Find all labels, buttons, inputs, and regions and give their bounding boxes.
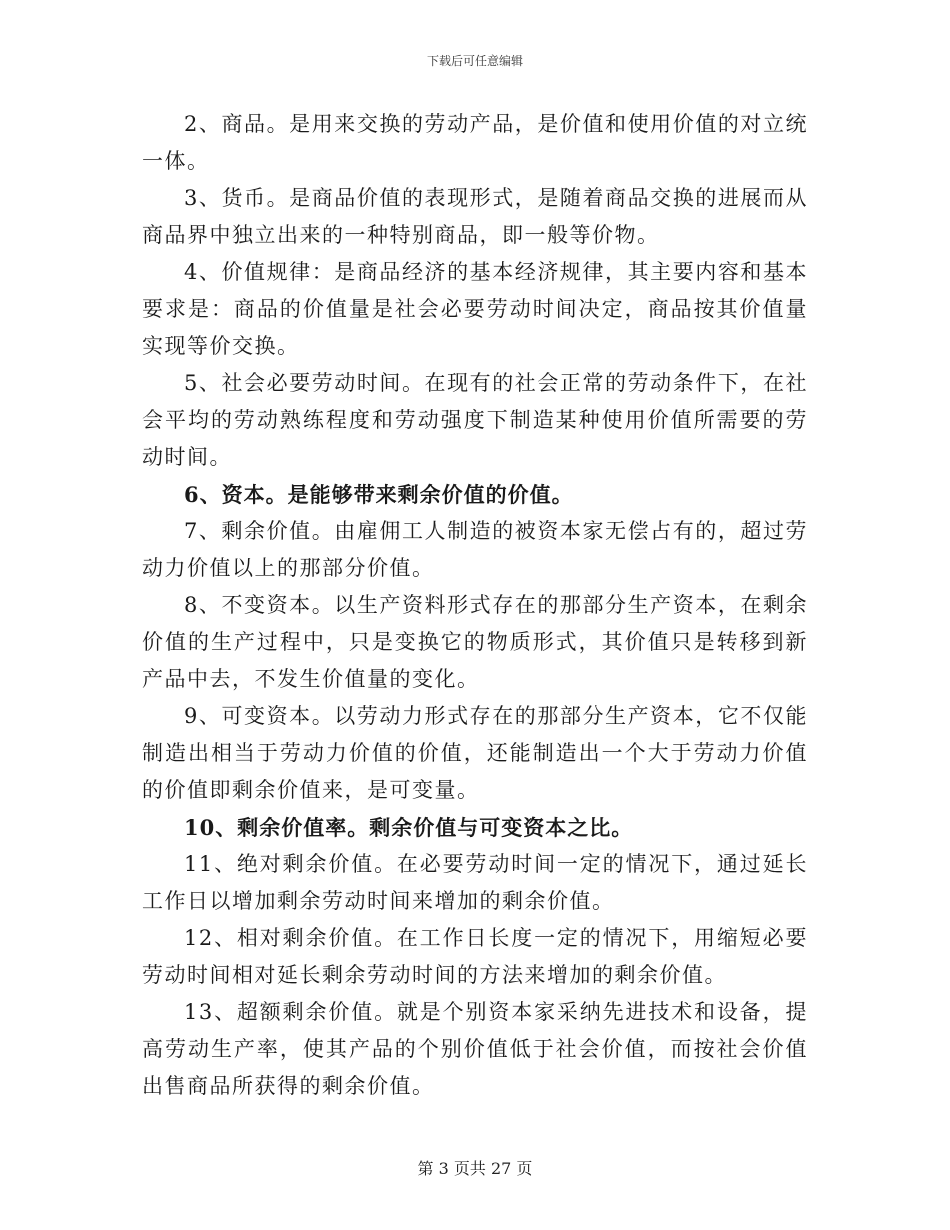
paragraph-commodity: 2、商品。是用来交换的劳动产品，是价值和使用价值的对立统一体。 — [142, 112, 808, 173]
paragraph-surplus-value: 7、剩余价值。由雇佣工人制造的被资本家无偿占有的，超过劳动力价值以上的那部分价值。 — [142, 519, 808, 580]
paragraph-absolute-surplus-value: 11、绝对剩余价值。在必要劳动时间一定的情况下，通过延长工作日以增加剩余劳动时间来增加的剩余价值。 — [142, 852, 808, 913]
paragraph-variable-capital: 9、可变资本。以劳动力形式存在的那部分生产资本，它不仅能制造出相当于劳动力价值的价值，还能制造出一个大于劳动力价值的价值即剩余价值来，是可变量。 — [142, 704, 808, 802]
paragraph-extra-surplus-value: 13、超额剩余价值。就是个别资本家采纳先进技术和设备，提高劳动生产率，使其产品的个别价值低于社会价值，而按社会价值出售商品所获得的剩余价值。 — [142, 1000, 808, 1098]
paragraph-relative-surplus-value: 12、相对剩余价值。在工作日长度一定的情况下，用缩短必要劳动时间相对延长剩余劳动时间的方法来增加的剩余价值。 — [142, 926, 808, 987]
document-body — [142, 106, 808, 1105]
paragraph-capital: 6、资本。是能够带来剩余价值的价值。 — [184, 482, 574, 507]
page-footer: 第 3 页共 27 页 — [417, 1159, 533, 1178]
paragraph-law-of-value: 4、价值规律：是商品经济的基本经济规律，其主要内容和基本要求是：商品的价值量是社会必要劳动时间决定，商品按其价值量实现等价交换。 — [142, 260, 808, 358]
page-header: 下载后可任意编辑 — [426, 54, 523, 68]
paragraph-rate-of-surplus-value: 10、剩余价值率。剩余价值与可变资本之比。 — [184, 815, 634, 840]
paragraph-socially-necessary-labor-time: 5、社会必要劳动时间。在现有的社会正常的劳动条件下，在社会平均的劳动熟练程度和劳动强度下制造某种使用价值所需要的劳动时间。 — [142, 371, 808, 469]
paragraph-constant-capital: 8、不变资本。以生产资料形式存在的那部分生产资本，在剩余价值的生产过程中，只是变换它的物质形式，其价值只是转移到新产品中去，不发生价值量的变化。 — [142, 593, 808, 691]
paragraph-money: 3、货币。是商品价值的表现形式，是随着商品交换的进展而从商品界中独立出来的一种特别商品，即一般等价物。 — [142, 186, 808, 247]
